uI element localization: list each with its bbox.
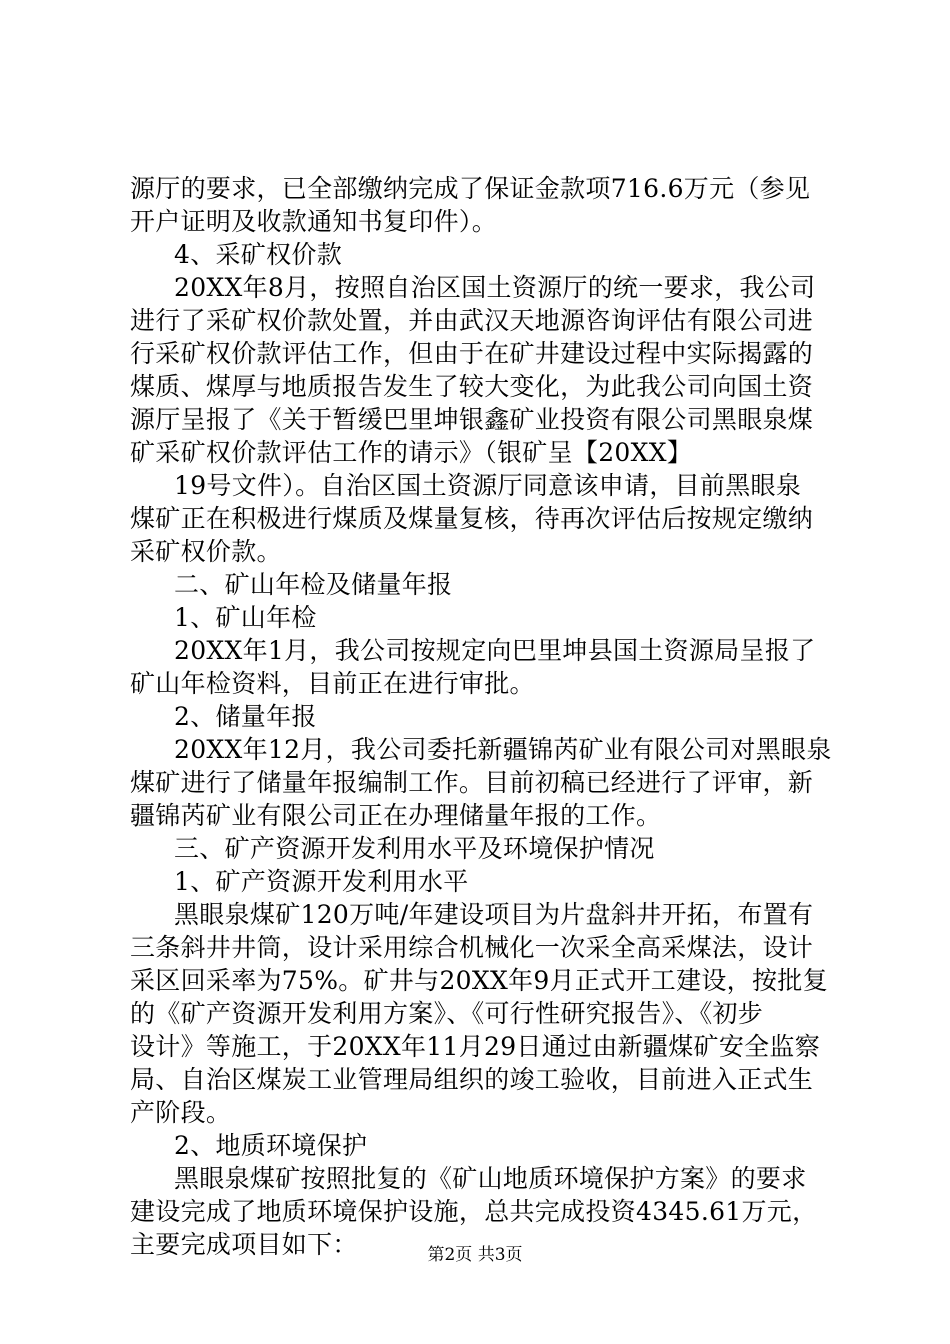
text-line: 1、矿山年检 — [174, 603, 317, 632]
page-footer: 第2页 共3页 — [427, 1245, 523, 1265]
text-line: 煤矿进行了储量年报编制工作。目前初稿已经进行了评审，新 — [130, 768, 814, 797]
text-line: 4、采矿权价款 — [174, 240, 343, 269]
text-line: 矿采矿权价款评估工作的请示》（银矿呈【20XX】 — [130, 438, 693, 467]
text-line: 疆锦芮矿业有限公司正在办理储量年报的工作。 — [130, 801, 662, 830]
document-body — [130, 172, 830, 1261]
text-line: 主要完成项目如下： — [130, 1230, 358, 1259]
text-line: 矿山年检资料，目前正在进行审批。 — [130, 669, 535, 698]
text-line: 产阶段。 — [130, 1098, 232, 1127]
text-line: 2、地质环境保护 — [174, 1131, 368, 1160]
text-line: 黑眼泉煤矿120万吨/年建设项目为片盘斜井开拓，布置有 — [174, 900, 814, 929]
text-line: 二、矿山年检及储量年报 — [174, 570, 453, 599]
text-line: 行采矿权价款评估工作，但由于在矿井建设过程中实际揭露的 — [130, 339, 814, 368]
text-line: 采区回采率为75%。矿井与20XX年9月正式开工建设，按批复 — [130, 966, 828, 995]
text-line: 进行了采矿权价款处置，并由武汉天地源咨询评估有限公司进 — [130, 306, 814, 335]
text-line: 19号文件）。自治区国土资源厅同意该申请，目前黑眼泉 — [174, 471, 802, 500]
text-line: 设计》等施工，于20XX年11月29日通过由新疆煤矿安全监察 — [130, 1032, 821, 1061]
text-line: 的《矿产资源开发利用方案》、《可行性研究报告》、《初步 — [130, 999, 764, 1028]
text-line: 建设完成了地质环境保护设施，总共完成投资4345.61万元， — [130, 1197, 818, 1226]
text-line: 局、自治区煤炭工业管理局组织的竣工验收，目前进入正式生 — [130, 1065, 814, 1094]
text-line: 黑眼泉煤矿按照批复的《矿山地质环境保护方案》的要求 — [174, 1164, 807, 1193]
text-line: 煤矿正在积极进行煤质及煤量复核，待再次评估后按规定缴纳 — [130, 504, 814, 533]
text-line: 开户证明及收款通知书复印件）。 — [130, 207, 498, 236]
text-line: 采矿权价款。 — [130, 537, 282, 566]
text-line: 源厅的要求，已全部缴纳完成了保证金款项716.6万元（参见 — [130, 174, 811, 203]
text-line: 煤质、煤厚与地质报告发生了较大变化，为此我公司向国土资 — [130, 372, 814, 401]
text-line: 20XX年1月，我公司按规定向巴里坤县国土资源局呈报了 — [174, 636, 816, 665]
text-line: 20XX年12月，我公司委托新疆锦芮矿业有限公司对黑眼泉 — [174, 735, 832, 764]
text-line: 1、矿产资源开发利用水平 — [174, 867, 469, 896]
text-line: 2、储量年报 — [174, 702, 317, 731]
text-line: 三条斜井井筒，设计采用综合机械化一次采全高采煤法，设计 — [130, 933, 814, 962]
text-line: 20XX年8月，按照自治区国土资源厅的统一要求，我公司 — [174, 273, 816, 302]
text-line: 源厅呈报了《关于暂缓巴里坤银鑫矿业投资有限公司黑眼泉煤 — [130, 405, 814, 434]
text-line: 三、矿产资源开发利用水平及环境保护情况 — [174, 834, 655, 863]
